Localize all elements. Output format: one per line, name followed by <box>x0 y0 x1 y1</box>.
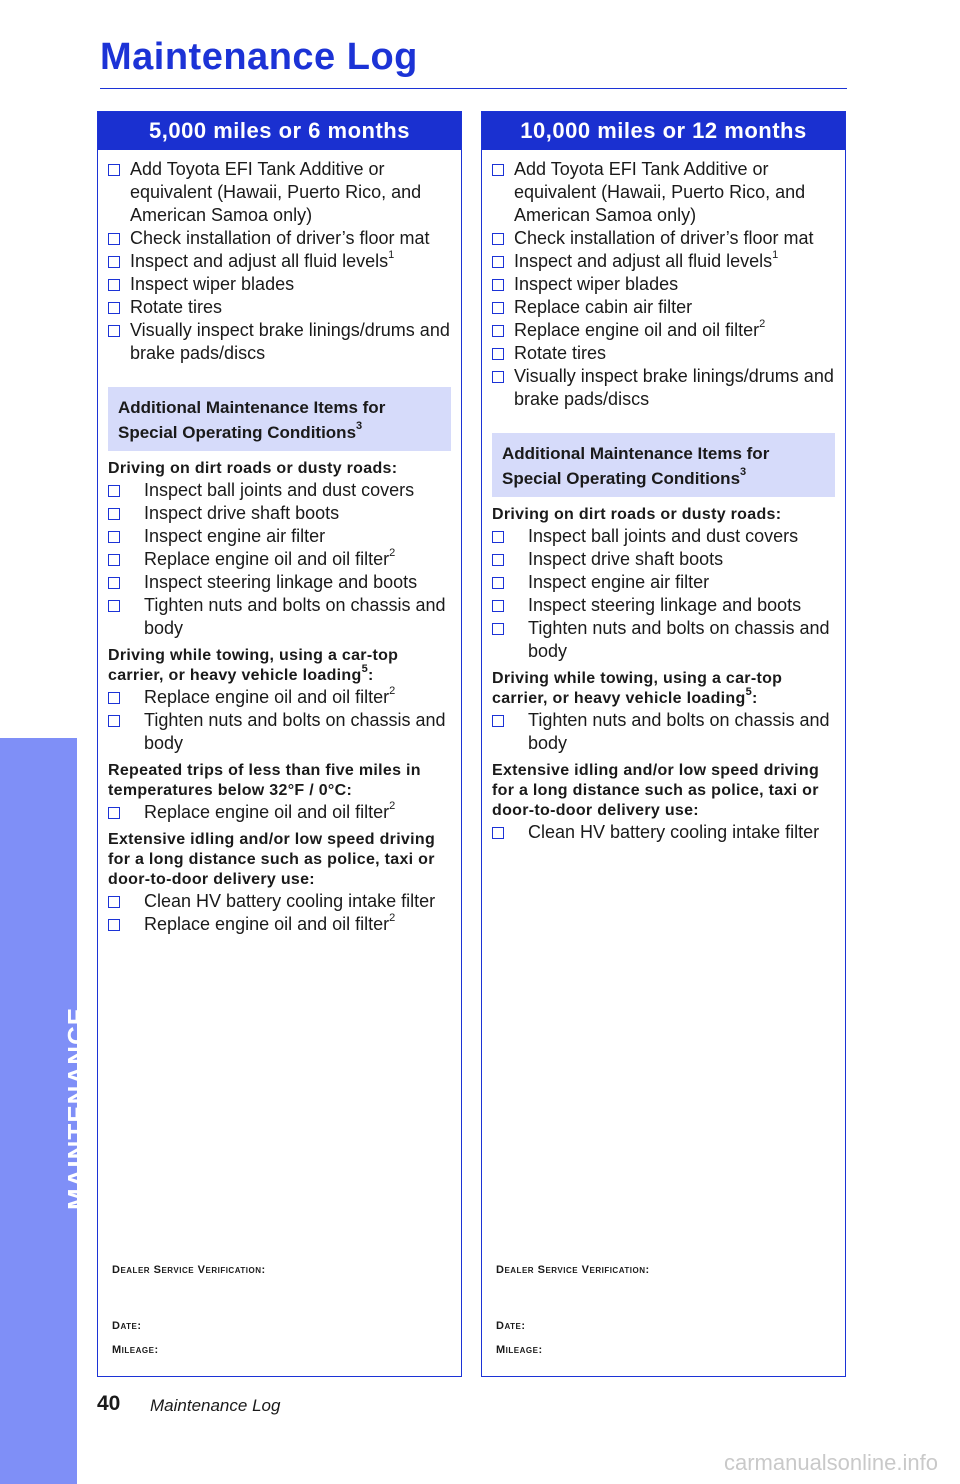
additional-maintenance-heading <box>108 387 451 451</box>
checkbox[interactable] <box>108 600 120 612</box>
condition-heading: Driving on dirt roads or dusty roads: <box>492 506 782 523</box>
checkbox[interactable] <box>492 715 504 727</box>
checklist-item-text: Tighten nuts and bolts on chassis and body <box>144 595 446 638</box>
checkbox[interactable] <box>492 531 504 543</box>
checklist-item-text: Rotate tires <box>514 343 607 363</box>
condition-heading: Repeated trips of less than five miles in temperatures below 32°F / 0°C: <box>108 762 421 799</box>
checkbox[interactable] <box>492 325 504 337</box>
column-body <box>98 150 461 936</box>
checklist-item <box>106 571 453 594</box>
checklist-item-text: Rotate tires <box>130 297 223 317</box>
footnote-ref: 3 <box>356 420 363 433</box>
checklist-item <box>490 342 837 365</box>
watermark: carmanualsonline.info <box>723 1450 938 1475</box>
checklist-item <box>106 273 453 296</box>
checklist-item-text: Tighten nuts and bolts on chassis and body <box>528 618 830 661</box>
checklist-item-text: Replace engine oil and oil filter <box>144 914 390 934</box>
checklist-item <box>106 479 453 502</box>
additional-heading-line: Special Operating Conditions$^3$ <box>118 420 363 442</box>
checkbox[interactable] <box>108 692 120 704</box>
checklist-item <box>106 502 453 525</box>
checkbox[interactable] <box>492 371 504 383</box>
checklist-item-text: Tighten nuts and bolts on chassis and body <box>144 710 446 753</box>
checklist-item-text: Inspect drive shaft boots <box>144 503 340 523</box>
column-header: 5,000 miles or 6 months <box>98 112 461 150</box>
checklist-item-text: Check installation of driver’s floor mat <box>130 228 430 248</box>
additional-heading-line: Additional Maintenance Items for <box>502 444 770 463</box>
checklist-item <box>490 709 837 755</box>
column-10000-miles <box>481 111 846 1377</box>
checklist-item <box>490 319 837 342</box>
checkbox[interactable] <box>108 531 120 543</box>
checklist-item-text: Clean HV battery cooling intake filter <box>528 822 820 842</box>
column-body <box>482 150 845 844</box>
checklist-item-text: Clean HV battery cooling intake filter <box>144 891 436 911</box>
checklist-item-text: Add Toyota EFI Tank Additive or equivalent (Hawaii, Puerto Rico, and American Samoa only) <box>514 159 806 225</box>
checkbox[interactable] <box>108 325 120 337</box>
checklist-item-text: Inspect and adjust all fluid levels <box>514 251 773 271</box>
checklist-item <box>106 525 453 548</box>
checkbox[interactable] <box>108 256 120 268</box>
checklist-item <box>490 227 837 250</box>
checkbox[interactable] <box>108 554 120 566</box>
mileage-label: Mileage: <box>496 1344 543 1356</box>
checkbox[interactable] <box>492 233 504 245</box>
checklist-item-text: Inspect wiper blades <box>514 274 679 294</box>
checklist-item <box>490 594 837 617</box>
checkbox[interactable] <box>108 508 120 520</box>
checklist-item-text: Inspect engine air filter <box>528 572 710 592</box>
footnote-ref: 5 <box>745 685 752 698</box>
footnote-ref: 1 <box>388 249 395 261</box>
checklist-item-text: Replace cabin air filter <box>514 297 693 317</box>
checklist-item-text: Visually inspect brake linings/drums and brake pads/discs <box>514 366 834 409</box>
footer-label: Maintenance Log <box>150 1396 281 1415</box>
checklist-item <box>106 686 453 709</box>
checkbox[interactable] <box>492 827 504 839</box>
checklist-item <box>106 227 453 250</box>
column-header: 10,000 miles or 12 months <box>482 112 845 150</box>
checkbox[interactable] <box>108 164 120 176</box>
condition-heading: Extensive idling and/or low speed driving for a long distance such as police, taxi or door-to-door delivery use: <box>108 831 436 888</box>
checklist-item <box>106 913 453 936</box>
checklist-item <box>106 890 453 913</box>
checklist-item <box>490 158 837 227</box>
condition-heading: Driving on dirt roads or dusty roads: <box>108 460 398 477</box>
checklist-item-text: Inspect steering linkage and boots <box>528 595 802 615</box>
additional-heading-line: Additional Maintenance Items for <box>118 398 386 417</box>
checkbox[interactable] <box>492 348 504 360</box>
checkbox[interactable] <box>108 807 120 819</box>
checklist-item-text: Inspect ball joints and dust covers <box>144 480 415 500</box>
checklist-item-text: Tighten nuts and bolts on chassis and body <box>528 710 830 753</box>
footnote-ref: 3 <box>740 466 747 479</box>
checklist-item-text: Inspect ball joints and dust covers <box>528 526 799 546</box>
checkbox[interactable] <box>108 577 120 589</box>
dealer-service-verification-label: Dealer Service Verification: <box>112 1264 266 1276</box>
checklist-item <box>106 250 453 273</box>
checklist-item-text: Inspect steering linkage and boots <box>144 572 418 592</box>
checklist-item <box>490 548 837 571</box>
checkbox[interactable] <box>492 164 504 176</box>
condition-heading: Extensive idling and/or low speed driving for a long distance such as police, taxi or door-to-door delivery use: <box>492 762 820 819</box>
checklist-item <box>106 801 453 824</box>
page-title: Maintenance Log <box>100 36 418 78</box>
checklist-item <box>106 709 453 755</box>
checkbox[interactable] <box>492 554 504 566</box>
checkbox[interactable] <box>108 715 120 727</box>
checklist-item <box>490 273 837 296</box>
condition-heading: Driving while towing, using a car-top carrier, or heavy vehicle loading$^5$: <box>492 670 783 707</box>
checklist-item <box>106 296 453 319</box>
checkbox[interactable] <box>108 896 120 908</box>
checklist-item-text: Visually inspect brake linings/drums and brake pads/discs <box>130 320 450 363</box>
page-number: 40 <box>97 1392 121 1415</box>
checklist-item <box>490 617 837 663</box>
checklist-item <box>490 296 837 319</box>
checklist-item <box>490 250 837 273</box>
checklist-item <box>106 594 453 640</box>
date-label: Date: <box>496 1320 526 1332</box>
additional-maintenance-heading <box>492 433 835 497</box>
footnote-ref: 2 <box>759 318 766 330</box>
footnote-ref: 1 <box>772 249 779 261</box>
condition-heading: Driving while towing, using a car-top carrier, or heavy vehicle loading$^5$: <box>108 647 399 684</box>
checklist-item-text: Replace engine oil and oil filter <box>144 687 390 707</box>
mileage-label: Mileage: <box>112 1344 159 1356</box>
checkbox[interactable] <box>492 577 504 589</box>
checklist-item-text: Replace engine oil and oil filter <box>144 802 390 822</box>
checklist-item <box>490 571 837 594</box>
checklist-item-text: Replace engine oil and oil filter <box>514 320 760 340</box>
side-tab-label: MAINTENANCE <box>62 1006 92 1210</box>
checkbox[interactable] <box>108 279 120 291</box>
checklist-item <box>106 158 453 227</box>
checkbox[interactable] <box>108 919 120 931</box>
column-5000-miles <box>97 111 462 1377</box>
title-divider <box>100 88 847 89</box>
footnote-ref: 2 <box>389 547 396 559</box>
checklist-item-text: Inspect drive shaft boots <box>528 549 724 569</box>
checklist-item-text: Replace engine oil and oil filter <box>144 549 390 569</box>
checklist-item <box>106 548 453 571</box>
checkbox[interactable] <box>492 256 504 268</box>
additional-heading-line: Special Operating Conditions$^3$ <box>502 466 747 488</box>
checklist-item <box>490 365 837 411</box>
checklist-item-text: Inspect engine air filter <box>144 526 326 546</box>
footnote-ref: 2 <box>389 685 396 697</box>
checkbox[interactable] <box>492 623 504 635</box>
checklist-item-text: Inspect and adjust all fluid levels <box>130 251 389 271</box>
footnote-ref: 5 <box>361 662 368 675</box>
footnote-ref: 2 <box>389 912 396 924</box>
checklist-item-text: Add Toyota EFI Tank Additive or equivalent (Hawaii, Puerto Rico, and American Samoa only) <box>130 159 422 225</box>
checklist-item <box>490 821 837 844</box>
date-label: Date: <box>112 1320 142 1332</box>
checkbox[interactable] <box>492 302 504 314</box>
checkbox[interactable] <box>492 279 504 291</box>
checklist-item-text: Check installation of driver’s floor mat <box>514 228 814 248</box>
footnote-ref: 2 <box>389 800 396 812</box>
checklist-item <box>106 319 453 365</box>
checkbox[interactable] <box>492 600 504 612</box>
checklist-item <box>490 525 837 548</box>
checkbox[interactable] <box>108 302 120 314</box>
checklist-item-text: Inspect wiper blades <box>130 274 295 294</box>
checkbox[interactable] <box>108 233 120 245</box>
checkbox[interactable] <box>108 485 120 497</box>
dealer-service-verification-label: Dealer Service Verification: <box>496 1264 650 1276</box>
